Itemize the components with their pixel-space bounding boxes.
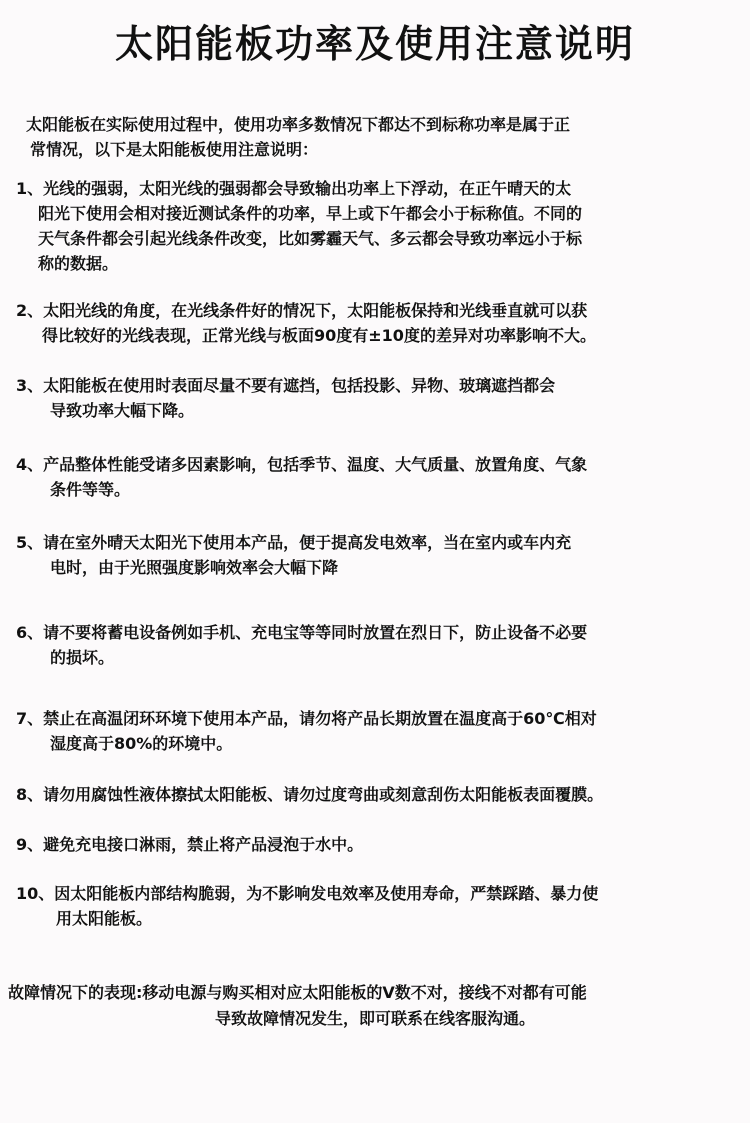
note-line: 电时，由于光照强度影响效率会大幅下降 xyxy=(50,558,339,577)
note-line: 阳光下使用会相对接近测试条件的功率，早上或下午都会小于标称值。不同的 xyxy=(38,204,583,223)
note-item-9 xyxy=(16,832,738,857)
note-line: 请在室外晴天太阳光下使用本产品，便于提高发电效率，当在室内或车内充 xyxy=(43,533,572,552)
note-line: 条件等等。 xyxy=(50,480,131,499)
fault-note-line-1: 故障情况下的表现:移动电源与购买相对应太阳能板的V数不对，接线不对都有可能 xyxy=(8,983,587,1002)
note-item-5 xyxy=(16,530,738,580)
note-number: 10、 xyxy=(16,884,55,903)
note-item-1 xyxy=(16,176,738,276)
note-item-6 xyxy=(16,620,738,670)
note-item-4 xyxy=(16,452,738,502)
note-number: 2、 xyxy=(16,301,44,320)
note-item-10 xyxy=(16,881,738,931)
note-line: 称的数据。 xyxy=(38,254,119,273)
note-item-8 xyxy=(16,782,738,807)
intro-line-1: 太阳能板在实际使用过程中，使用功率多数情况下都达不到标称功率是属于正 xyxy=(26,115,571,134)
note-line: 请勿用腐蚀性液体擦拭太阳能板、请勿过度弯曲或刻意刮伤太阳能板表面覆膜。 xyxy=(43,785,604,804)
note-line: 湿度高于80%的环境中。 xyxy=(50,734,233,753)
note-number: 3、 xyxy=(16,376,44,395)
page-title: 太阳能板功率及使用注意说明 xyxy=(114,22,635,66)
note-line: 因太阳能板内部结构脆弱，为不影响发电效率及使用寿命，严禁踩踏、暴力使 xyxy=(54,884,599,903)
note-line: 得比较好的光线表现，正常光线与板面90度有±10度的差异对功率影响不大。 xyxy=(42,326,596,345)
note-line: 导致功率大幅下降。 xyxy=(50,401,195,420)
note-line: 太阳光线的角度，在光线条件好的情况下，太阳能板保持和光线垂直就可以获 xyxy=(43,301,588,320)
note-number: 7、 xyxy=(16,709,44,728)
note-number: 6、 xyxy=(16,623,44,642)
note-number: 8、 xyxy=(16,785,44,804)
note-line: 光线的强弱，太阳光线的强弱都会导致输出功率上下浮动，在正午晴天的太 xyxy=(43,179,572,198)
fault-note xyxy=(8,980,742,1032)
note-line: 太阳能板在使用时表面尽量不要有遮挡，包括投影、异物、玻璃遮挡都会 xyxy=(43,376,556,395)
note-line: 避免充电接口淋雨，禁止将产品浸泡于水中。 xyxy=(43,835,364,854)
note-line: 禁止在高温闭环环境下使用本产品，请勿将产品长期放置在温度高于60℃相对 xyxy=(43,709,597,728)
intro-paragraph xyxy=(26,112,726,162)
note-line: 的损坏。 xyxy=(50,648,115,667)
note-number: 1、 xyxy=(16,179,44,198)
note-line: 产品整体性能受诸多因素影响，包括季节、温度、大气质量、放置角度、气象 xyxy=(43,455,588,474)
note-number: 9、 xyxy=(16,835,44,854)
note-line: 请不要将蓄电设备例如手机、充电宝等等同时放置在烈日下，防止设备不必要 xyxy=(43,623,588,642)
intro-line-2: 常情况，以下是太阳能板使用注意说明： xyxy=(30,140,319,159)
note-line: 用太阳能板。 xyxy=(56,909,153,928)
note-item-2 xyxy=(16,298,738,348)
fault-note-line-2: 导致故障情况发生，即可联系在线客服沟通。 xyxy=(214,1009,535,1028)
note-number: 5、 xyxy=(16,533,44,552)
note-item-3 xyxy=(16,373,738,423)
note-line: 天气条件都会引起光线条件改变，比如雾霾天气、多云都会导致功率远小于标 xyxy=(38,229,583,248)
note-number: 4、 xyxy=(16,455,44,474)
note-item-7 xyxy=(16,706,738,756)
